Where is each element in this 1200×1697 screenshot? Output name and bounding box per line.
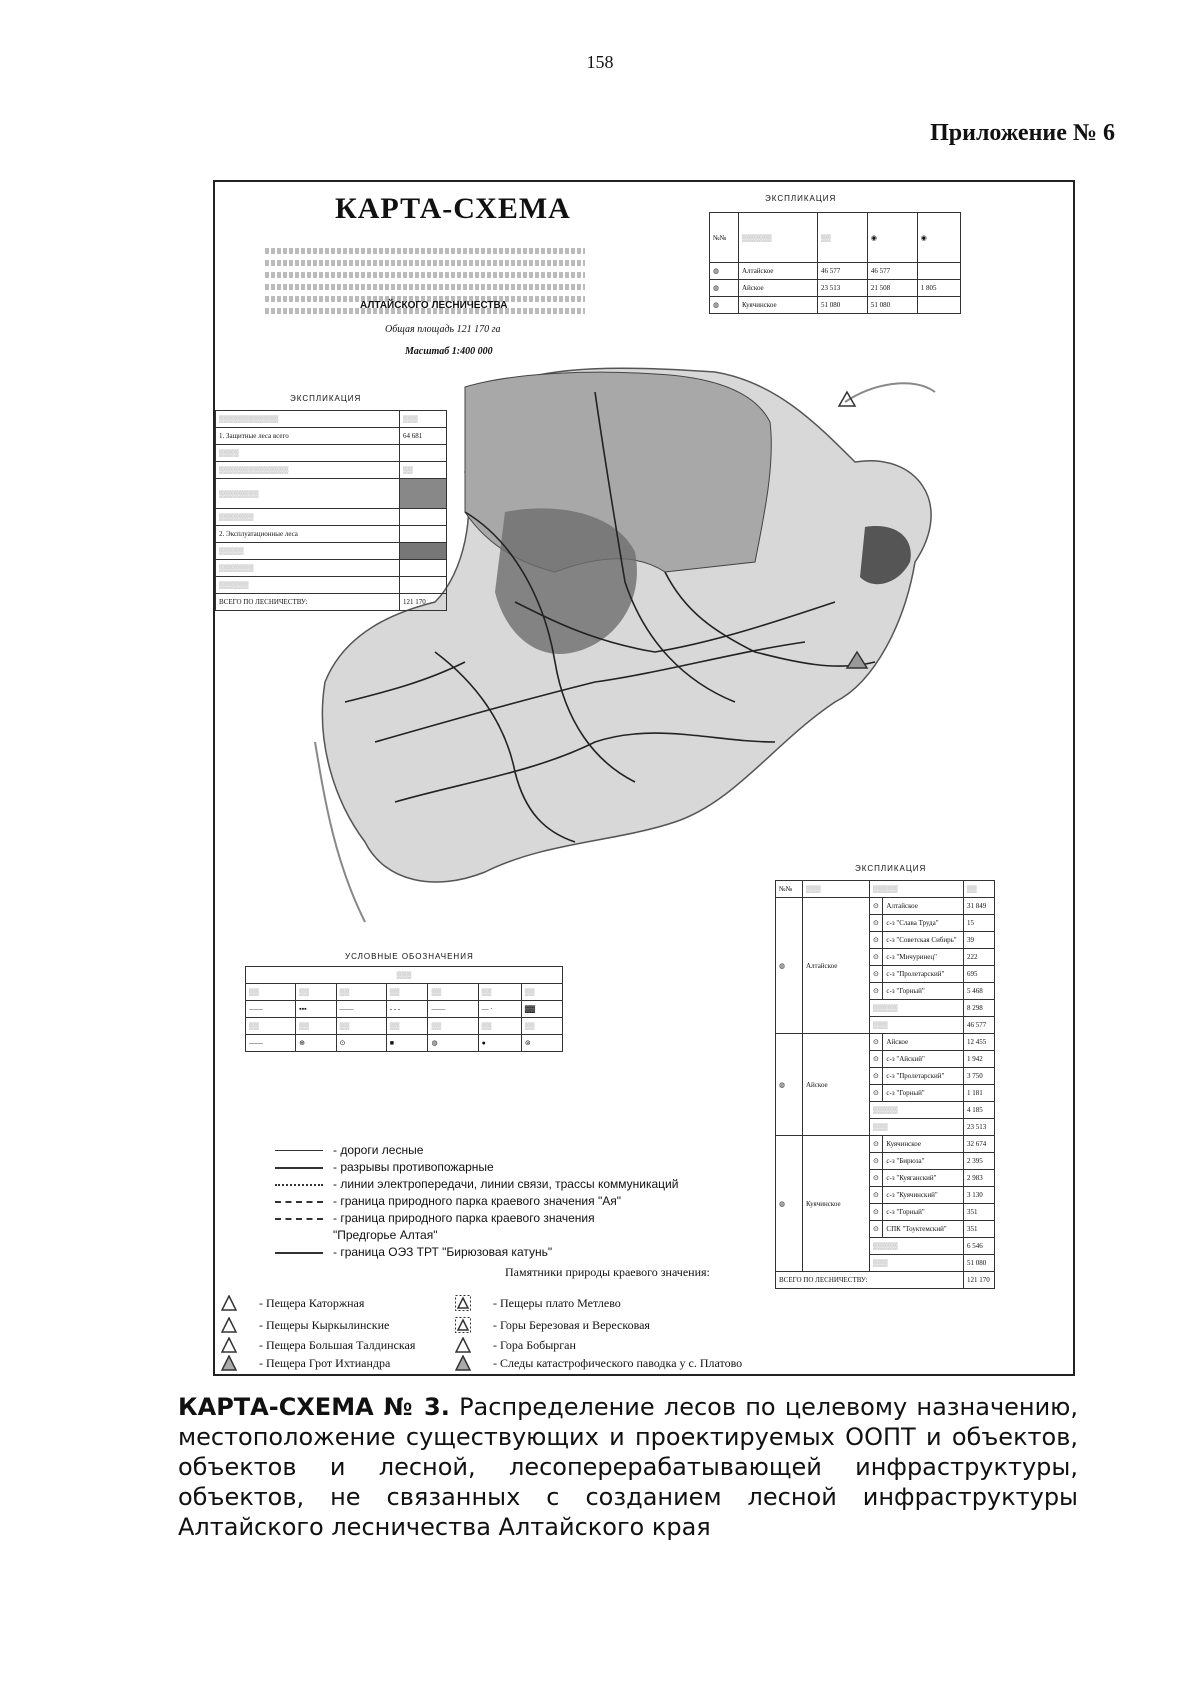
map-scheme-figure: [213, 180, 1075, 1376]
explication-bottom-label: ЭКСПЛИКАЦИЯ: [855, 864, 927, 873]
table-row: 1. Защитные леса всего 64 681: [216, 428, 447, 445]
explication-bottom-table: №№ ▒▒▒ ▒▒▒▒▒ ▒▒ ◍ Алтайское ⊙ Алтайское 31 849 ⊙ с-з "Слава Труда" 15 ⊙ с-з "Советская Сибирь" 39 ⊙ с-з "Мичуринец" 222 ⊙ с-з "Пролетарский" 695 ⊙ с-з "Горный" 5 468 ▒▒▒▒▒ 8 298 ▒▒▒ 46 577 ◍ Айское ⊙ Айское 12 455 ⊙ с-з "Айский" 1 942 ⊙ с-з "Пролетарский" 3 750 ⊙ с-з "Горный" 1 181 ▒▒▒▒▒ 4 185 ▒▒▒ 23 513 ◍ Куячинское ⊙ Куячинское 32 674 ⊙ с-з "Бирюза" 2 395 ⊙ с-з "Куяганский" 2 983 ⊙ с-з "Куячинский" 3 130 ⊙ с-з "Горный" 351 ⊙ СПК "Тоуктемский" 351 ▒▒▒▒▒ 6 546 ▒▒▒ 51 080 ВСЕГО ПО ЛЕСНИЧЕСТВУ: 121 170: [775, 880, 995, 1289]
monuments-left: [221, 1292, 415, 1372]
table-row: ◍ Куячинское 51 080 51 080: [710, 297, 961, 314]
legend-oez-border: - граница ОЭЗ ТРТ "Бирюзовая катунь": [333, 1245, 553, 1259]
monument-label: - Следы катастрофического паводка у с. Платово: [493, 1355, 743, 1370]
caption-title: КАРТА-СХЕМА № 3.: [178, 1393, 450, 1421]
legend-park-aya: - граница природного парка краевого значения "Ая": [333, 1194, 621, 1208]
map-title: КАРТА-СХЕМА: [335, 192, 571, 225]
monument-label: - Пещера Каторжная: [259, 1295, 365, 1310]
table-row: ⊙ СПК "Тоуктемский" 351: [776, 1221, 995, 1238]
table-row: ◍ Куячинское ⊙ Куячинское 32 674: [776, 1136, 995, 1153]
table-row: ◍ Алтайское 46 577 46 577: [710, 263, 961, 280]
table-row: ⊙ с-з "Горный" 351: [776, 1204, 995, 1221]
table-row: ⊙ с-з "Бирюза" 2 395: [776, 1153, 995, 1170]
table-row: ▒▒▒▒▒ 8 298: [776, 1000, 995, 1017]
table-row: ⊙ с-з "Мичуринец" 222: [776, 949, 995, 966]
table-row: ⊙ с-з "Горный" 5 468: [776, 983, 995, 1000]
conventional-signs-label: УСЛОВНЫЕ ОБОЗНАЧЕНИЯ: [345, 952, 474, 961]
table-row: ⊙ с-з "Слава Труда" 15: [776, 915, 995, 932]
monument-label: - Горы Березовая и Вересковая: [493, 1317, 650, 1332]
explication-top-label: ЭКСПЛИКАЦИЯ: [765, 194, 837, 203]
triangle-icon: [221, 1295, 237, 1311]
figure-caption: [178, 1392, 1078, 1542]
map-scale: Масштаб 1:400 000: [405, 346, 493, 357]
table-row: ▒▒▒ 46 577: [776, 1017, 995, 1034]
monument-label: - Пещера Грот Ихтиандра: [259, 1355, 391, 1370]
page-number: 158: [586, 52, 614, 72]
explication-left-label: ЭКСПЛИКАЦИЯ: [290, 394, 362, 403]
table-row: ◍ Алтайское ⊙ Алтайское 31 849: [776, 898, 995, 915]
triangle-icon: [221, 1355, 237, 1371]
triangle-icon: [455, 1355, 471, 1371]
monuments-heading: Памятники природы краевого значения:: [505, 1265, 710, 1279]
explication-top-table: №№ ▒▒▒▒▒▒ ▒▒ ◉ ◉ ◍ Алтайское 46 577 46 577 ◍ Айское 23 513 21 508 1 805 ◍ Куячинское 51 080 51 080: [709, 212, 961, 314]
table-row: ВСЕГО ПО ЛЕСНИЧЕСТВУ: 121 170: [776, 1272, 995, 1289]
legend-firebreaks: - разрывы противопожарные: [333, 1160, 494, 1174]
table-row: ▒▒▒▒▒ 6 546: [776, 1238, 995, 1255]
dashed-triangle-icon: [455, 1317, 471, 1333]
table-row: ◍ Айское ⊙ Айское 12 455: [776, 1034, 995, 1051]
table-row: ⊙ с-з "Айский" 1 942: [776, 1051, 995, 1068]
explication-left-table: ▒▒▒▒▒▒▒▒▒▒▒▒ ▒▒▒ 1. Защитные леса всего 64 681 ▒▒▒▒ ▒▒▒▒▒▒▒▒▒▒▒▒▒▒ ▒▒ ▒▒▒▒▒▒▒▒ ▒▒▒▒▒▒▒ 2. Эксплуатационные леса ▒▒▒▒▒ ▒▒▒▒▒▒▒ ▒▒▒▒▒▒ ВСЕГО ПО ЛЕСНИЧЕСТВУ: 121 170: [215, 410, 447, 611]
conventional-signs-table: ▒▒▒ ▒▒ ▒▒ ▒▒ ▒▒ ▒▒ ▒▒ ▒▒ —— ▪▪▪ —— - - - —— — · ▓▓ ▒▒ ▒▒ ▒▒ ▒▒ ▒▒ ▒▒ ▒▒ —— ⊕ ⊙ ■ ◍ ● ⊚: [245, 966, 563, 1052]
table-row: ◍ Айское 23 513 21 508 1 805: [710, 280, 961, 297]
table-row: 2. Эксплуатационные леса: [216, 526, 447, 543]
table-row: ⊙ с-з "Горный" 1 181: [776, 1085, 995, 1102]
table-row: ▒▒▒ 51 080: [776, 1255, 995, 1272]
map-total-area: Общая площадь 121 170 га: [385, 324, 501, 335]
monument-label: - Гора Бобырган: [493, 1337, 576, 1352]
triangle-icon: [221, 1317, 237, 1333]
river: [845, 383, 935, 402]
table-row: ▒▒▒ 23 513: [776, 1119, 995, 1136]
monuments-right: [455, 1292, 742, 1372]
dashed-triangle-icon: [455, 1295, 471, 1311]
table-row: ⊙ с-з "Куячинский" 3 130: [776, 1187, 995, 1204]
caption-text: Распределение лесов по целевому назначению, местоположение существующих и проектируемых ООПТ и объектов, объектов и лесной, лесоперерабатывающей инфраструктуры, объектов, не связанных с созданием лесной инфраструктуры Алтайского лесничества Алтайского края: [178, 1393, 1079, 1541]
legend-forest-roads: - дороги лесные: [333, 1143, 424, 1157]
table-row: ⊙ с-з "Советская Сибирь" 39: [776, 932, 995, 949]
table-row: ⊙ с-з "Пролетарский" 3 750: [776, 1068, 995, 1085]
table-row: ⊙ с-з "Пролетарский" 695: [776, 966, 995, 983]
appendix-label: Приложение № 6: [930, 120, 1115, 146]
monument-label: - Пещера Большая Талдинская: [259, 1337, 416, 1352]
monument-triangle-map: [839, 392, 855, 406]
table-row: ВСЕГО ПО ЛЕСНИЧЕСТВУ: 121 170: [216, 594, 447, 611]
line-legend: [275, 1142, 678, 1261]
triangle-icon: [221, 1337, 237, 1353]
legend-park-predgorye-cont: "Предгорье Алтая": [333, 1228, 438, 1242]
legend-park-predgorye: - граница природного парка краевого значения: [333, 1211, 595, 1225]
monument-label: - Пещеры плато Метлево: [493, 1295, 621, 1310]
monument-label: - Пещеры Кыркылинские: [259, 1317, 390, 1332]
table-row: ⊙ с-з "Куяганский" 2 983: [776, 1170, 995, 1187]
triangle-icon: [455, 1337, 471, 1353]
table-row: ▒▒▒▒▒ 4 185: [776, 1102, 995, 1119]
map-district: АЛТАЙСКОГО ЛЕСНИЧЕСТВА: [360, 300, 508, 311]
legend-power-lines: - линии электропередачи, линии связи, трассы коммуникаций: [333, 1177, 679, 1191]
